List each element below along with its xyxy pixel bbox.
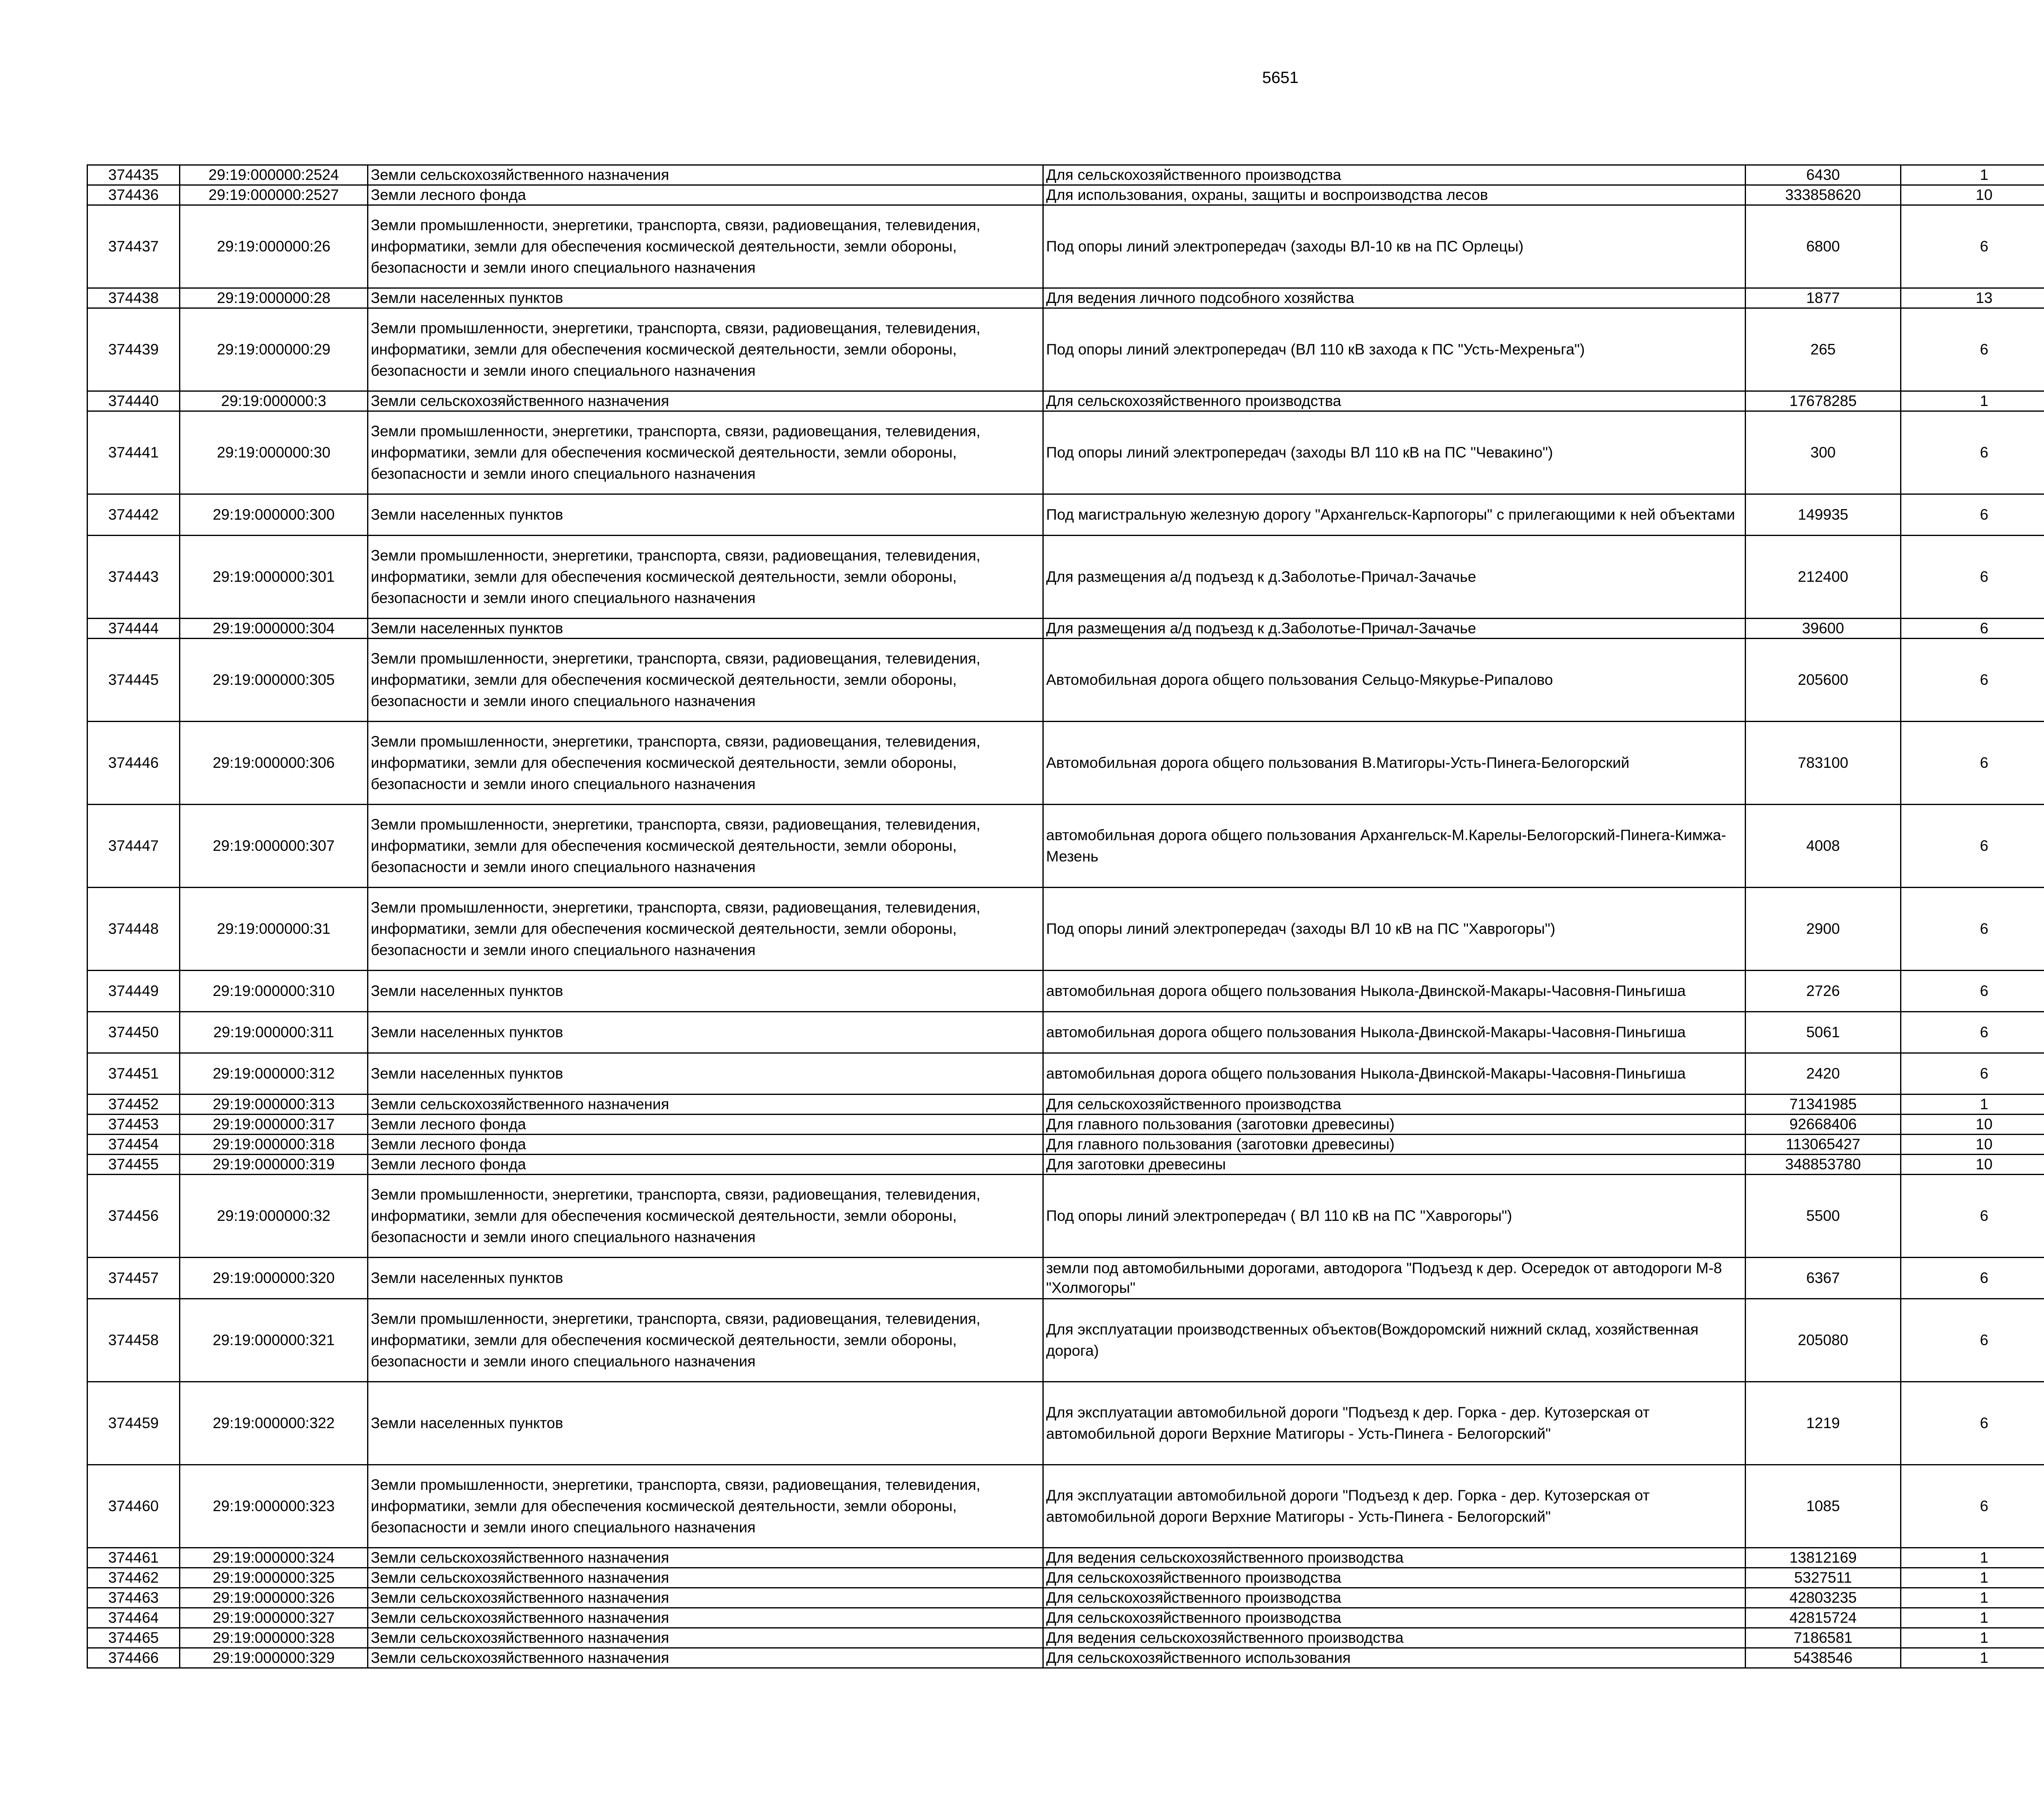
table-row [87, 1568, 2044, 1588]
cell-area: 205080 [1746, 1299, 1901, 1382]
table-row [87, 1548, 2044, 1568]
cell-code: 6 [1901, 888, 2044, 971]
cell-code: 10 [1901, 1115, 2044, 1135]
cell-area: 6367 [1746, 1258, 1901, 1299]
cell-code: 6 [1901, 805, 2044, 888]
cell-land-category: Земли лесного фонда [368, 1155, 1043, 1175]
cell-cadastral-number: 29:19:000000:311 [180, 1012, 368, 1053]
cell-land-category: Земли промышленности, энергетики, транспорта, связи, радиовещания, телевидения, информатики, земли для обеспечения космической деятельности, земли обороны, безопасности и земли иного специального назначения [368, 1175, 1043, 1258]
cell-permitted-use: Для сельскохозяйственного использования [1043, 1648, 1746, 1668]
table-row [87, 971, 2044, 1012]
cell-cadastral-number: 29:19:000000:320 [180, 1258, 368, 1299]
cell-code: 6 [1901, 1258, 2044, 1299]
cell-land-category: Земли промышленности, энергетики, транспорта, связи, радиовещания, телевидения, информатики, земли для обеспечения космической деятельности, земли обороны, безопасности и земли иного специального назначения [368, 1465, 1043, 1548]
cell-area: 333858620 [1746, 185, 1901, 205]
cell-code: 6 [1901, 971, 2044, 1012]
cell-record-number: 374465 [87, 1628, 180, 1648]
cell-cadastral-number: 29:19:000000:31 [180, 888, 368, 971]
cell-cadastral-number: 29:19:000000:310 [180, 971, 368, 1012]
cell-area: 71341985 [1746, 1095, 1901, 1115]
cell-record-number: 374460 [87, 1465, 180, 1548]
cell-permitted-use: Под опоры линий электропередач (ВЛ 110 кВ захода к ПС "Усть-Мехреньга") [1043, 308, 1746, 391]
cell-land-category: Земли сельскохозяйственного назначения [368, 1588, 1043, 1608]
cell-record-number: 374443 [87, 536, 180, 619]
cell-code: 1 [1901, 1548, 2044, 1568]
cell-area: 42815724 [1746, 1608, 1901, 1628]
cell-permitted-use: Для использования, охраны, защиты и воспроизводства лесов [1043, 185, 1746, 205]
cell-record-number: 374452 [87, 1095, 180, 1115]
table-row [87, 1095, 2044, 1115]
cell-record-number: 374439 [87, 308, 180, 391]
cell-area: 5500 [1746, 1175, 1901, 1258]
cell-land-category: Земли промышленности, энергетики, транспорта, связи, радиовещания, телевидения, информатики, земли для обеспечения космической деятельности, земли обороны, безопасности и земли иного специального назначения [368, 205, 1043, 288]
cell-cadastral-number: 29:19:000000:2527 [180, 185, 368, 205]
cell-cadastral-number: 29:19:000000:326 [180, 1588, 368, 1608]
cell-permitted-use: Автомобильная дорога общего пользования Сельцо-Мякурье-Рипалово [1043, 639, 1746, 722]
cell-cadastral-number: 29:19:000000:319 [180, 1155, 368, 1175]
cell-permitted-use: Под опоры линий электропередач ( ВЛ 110 кВ на ПС "Хаврогоры") [1043, 1175, 1746, 1258]
cell-cadastral-number: 29:19:000000:325 [180, 1568, 368, 1588]
cell-land-category: Земли сельскохозяйственного назначения [368, 391, 1043, 411]
cell-code: 6 [1901, 1465, 2044, 1548]
cell-code: 6 [1901, 536, 2044, 619]
cell-cadastral-number: 29:19:000000:317 [180, 1115, 368, 1135]
cell-record-number: 374463 [87, 1588, 180, 1608]
cell-cadastral-number: 29:19:000000:26 [180, 205, 368, 288]
cell-land-category: Земли сельскохозяйственного назначения [368, 1568, 1043, 1588]
cell-code: 6 [1901, 1053, 2044, 1095]
cell-area: 6430 [1746, 165, 1901, 185]
cell-record-number: 374455 [87, 1155, 180, 1175]
cell-code: 1 [1901, 1568, 2044, 1588]
cell-cadastral-number: 29:19:000000:3 [180, 391, 368, 411]
cell-record-number: 374458 [87, 1299, 180, 1382]
cell-code: 6 [1901, 308, 2044, 391]
cell-record-number: 374456 [87, 1175, 180, 1258]
table-row [87, 1155, 2044, 1175]
cell-land-category: Земли промышленности, энергетики, транспорта, связи, радиовещания, телевидения, информатики, земли для обеспечения космической деятельности, земли обороны, безопасности и земли иного специального назначения [368, 639, 1043, 722]
cell-code: 10 [1901, 1155, 2044, 1175]
table-row [87, 1382, 2044, 1465]
cell-land-category: Земли промышленности, энергетики, транспорта, связи, радиовещания, телевидения, информатики, земли для обеспечения космической деятельности, земли обороны, безопасности и земли иного специального назначения [368, 411, 1043, 494]
cell-code: 6 [1901, 639, 2044, 722]
cell-code: 6 [1901, 205, 2044, 288]
table-row [87, 1608, 2044, 1628]
cell-record-number: 374438 [87, 288, 180, 308]
table-row [87, 185, 2044, 205]
table-row [87, 888, 2044, 971]
cell-permitted-use: Для эксплуатации производственных объектов(Вождоромский нижний склад, хозяйственная дорога) [1043, 1299, 1746, 1382]
cell-land-category: Земли населенных пунктов [368, 971, 1043, 1012]
cell-land-category: Земли сельскохозяйственного назначения [368, 1648, 1043, 1668]
cell-permitted-use: Для сельскохозяйственного производства [1043, 165, 1746, 185]
cell-area: 113065427 [1746, 1135, 1901, 1155]
cell-code: 1 [1901, 1648, 2044, 1668]
cell-land-category: Земли сельскохозяйственного назначения [368, 1548, 1043, 1568]
cell-land-category: Земли промышленности, энергетики, транспорта, связи, радиовещания, телевидения, информатики, земли для обеспечения космической деятельности, земли обороны, безопасности и земли иного специального назначения [368, 805, 1043, 888]
cell-record-number: 374454 [87, 1135, 180, 1155]
cell-permitted-use: автомобильная дорога общего пользования Ныкола-Двинской-Макары-Часовня-Пиньгиша [1043, 1053, 1746, 1095]
cell-area: 265 [1746, 308, 1901, 391]
cell-cadastral-number: 29:19:000000:322 [180, 1382, 368, 1465]
cell-permitted-use: Для главного пользования (заготовки древесины) [1043, 1115, 1746, 1135]
table-row [87, 536, 2044, 619]
cell-record-number: 374461 [87, 1548, 180, 1568]
cell-permitted-use: Под опоры линий электропередач (заходы ВЛ 10 кВ на ПС "Хаврогоры") [1043, 888, 1746, 971]
cell-area: 7186581 [1746, 1628, 1901, 1648]
table-row [87, 805, 2044, 888]
cell-area: 1877 [1746, 288, 1901, 308]
cell-permitted-use: Для сельскохозяйственного производства [1043, 1095, 1746, 1115]
cell-cadastral-number: 29:19:000000:2524 [180, 165, 368, 185]
cell-record-number: 374448 [87, 888, 180, 971]
cell-land-category: Земли лесного фонда [368, 185, 1043, 205]
cell-land-category: Земли сельскохозяйственного назначения [368, 1628, 1043, 1648]
cell-area: 1219 [1746, 1382, 1901, 1465]
cell-land-category: Земли промышленности, энергетики, транспорта, связи, радиовещания, телевидения, информатики, земли для обеспечения космической деятельности, земли обороны, безопасности и земли иного специального назначения [368, 888, 1043, 971]
cell-permitted-use: земли под автомобильными дорогами, автодорога "Подъезд к дер. Осередок от автодороги М-8 "Холмогоры" [1043, 1258, 1746, 1299]
cell-code: 1 [1901, 1588, 2044, 1608]
cell-record-number: 374436 [87, 185, 180, 205]
table-row [87, 288, 2044, 308]
table-body [87, 165, 2044, 1668]
table-row [87, 1465, 2044, 1548]
table-row [87, 1258, 2044, 1299]
cell-land-category: Земли лесного фонда [368, 1115, 1043, 1135]
cell-cadastral-number: 29:19:000000:30 [180, 411, 368, 494]
cell-code: 6 [1901, 411, 2044, 494]
cell-record-number: 374464 [87, 1608, 180, 1628]
cell-land-category: Земли населенных пунктов [368, 1012, 1043, 1053]
cell-land-category: Земли населенных пунктов [368, 1053, 1043, 1095]
cell-cadastral-number: 29:19:000000:313 [180, 1095, 368, 1115]
cell-cadastral-number: 29:19:000000:304 [180, 619, 368, 639]
cell-code: 6 [1901, 1012, 2044, 1053]
cell-code: 6 [1901, 619, 2044, 639]
cell-area: 13812169 [1746, 1548, 1901, 1568]
cell-area: 92668406 [1746, 1115, 1901, 1135]
table-row [87, 411, 2044, 494]
cell-permitted-use: автомобильная дорога общего пользования Ныкола-Двинской-Макары-Часовня-Пиньгиша [1043, 971, 1746, 1012]
cell-area: 17678285 [1746, 391, 1901, 411]
cell-code: 1 [1901, 1095, 2044, 1115]
cell-area: 2726 [1746, 971, 1901, 1012]
cell-record-number: 374450 [87, 1012, 180, 1053]
table-row [87, 494, 2044, 536]
table-row [87, 308, 2044, 391]
cell-area: 5327511 [1746, 1568, 1901, 1588]
cell-permitted-use: Для эксплуатации автомобильной дороги "Подъезд к дер. Горка - дер. Кутозерская от автомобильной дороги Верхние Матигоры - Усть-Пинега - Белогорский" [1043, 1465, 1746, 1548]
cell-code: 6 [1901, 1175, 2044, 1258]
cell-record-number: 374435 [87, 165, 180, 185]
cell-code: 13 [1901, 288, 2044, 308]
cell-record-number: 374457 [87, 1258, 180, 1299]
table-row [87, 391, 2044, 411]
cell-permitted-use: Для сельскохозяйственного производства [1043, 1608, 1746, 1628]
table-row [87, 619, 2044, 639]
cell-area: 1085 [1746, 1465, 1901, 1548]
cell-area: 2420 [1746, 1053, 1901, 1095]
cell-cadastral-number: 29:19:000000:307 [180, 805, 368, 888]
table-row [87, 1299, 2044, 1382]
cell-permitted-use: Для сельскохозяйственного производства [1043, 391, 1746, 411]
table-row [87, 1648, 2044, 1668]
table-row [87, 1175, 2044, 1258]
cell-code: 1 [1901, 391, 2044, 411]
cell-code: 1 [1901, 1628, 2044, 1648]
table-row [87, 639, 2044, 722]
cell-cadastral-number: 29:19:000000:329 [180, 1648, 368, 1668]
cell-area: 39600 [1746, 619, 1901, 639]
cell-land-category: Земли лесного фонда [368, 1135, 1043, 1155]
page-number: 5651 [1262, 69, 1299, 87]
table-row [87, 722, 2044, 805]
cell-area: 5438546 [1746, 1648, 1901, 1668]
cell-cadastral-number: 29:19:000000:318 [180, 1135, 368, 1155]
cell-cadastral-number: 29:19:000000:323 [180, 1465, 368, 1548]
cell-record-number: 374444 [87, 619, 180, 639]
table-row [87, 1115, 2044, 1135]
cell-land-category: Земли населенных пунктов [368, 288, 1043, 308]
cell-area: 300 [1746, 411, 1901, 494]
cell-land-category: Земли сельскохозяйственного назначения [368, 1095, 1043, 1115]
cell-land-category: Земли промышленности, энергетики, транспорта, связи, радиовещания, телевидения, информатики, земли для обеспечения космической деятельности, земли обороны, безопасности и земли иного специального назначения [368, 308, 1043, 391]
cell-code: 6 [1901, 722, 2044, 805]
cell-permitted-use: Для главного пользования (заготовки древесины) [1043, 1135, 1746, 1155]
cell-permitted-use: Для ведения личного подсобного хозяйства [1043, 288, 1746, 308]
cell-record-number: 374442 [87, 494, 180, 536]
cell-area: 4008 [1746, 805, 1901, 888]
cell-land-category: Земли населенных пунктов [368, 1258, 1043, 1299]
land-registry-table [87, 164, 2044, 1669]
cell-area: 783100 [1746, 722, 1901, 805]
cell-land-category: Земли промышленности, энергетики, транспорта, связи, радиовещания, телевидения, информатики, земли для обеспечения космической деятельности, земли обороны, безопасности и земли иного специального назначения [368, 722, 1043, 805]
table-row [87, 1012, 2044, 1053]
cell-record-number: 374449 [87, 971, 180, 1012]
cell-permitted-use: Для размещения а/д подъезд к д.Заболотье-Причал-Зачачье [1043, 619, 1746, 639]
cell-record-number: 374459 [87, 1382, 180, 1465]
cell-permitted-use: автомобильная дорога общего пользования Архангельск-М.Карелы-Белогорский-Пинега-Кимжа-Мезень [1043, 805, 1746, 888]
cell-land-category: Земли сельскохозяйственного назначения [368, 165, 1043, 185]
cell-record-number: 374441 [87, 411, 180, 494]
cell-area: 42803235 [1746, 1588, 1901, 1608]
cell-cadastral-number: 29:19:000000:312 [180, 1053, 368, 1095]
cell-land-category: Земли населенных пунктов [368, 1382, 1043, 1465]
cell-land-category: Земли сельскохозяйственного назначения [368, 1608, 1043, 1628]
cell-area: 6800 [1746, 205, 1901, 288]
cell-permitted-use: Для ведения сельскохозяйственного производства [1043, 1628, 1746, 1648]
cell-land-category: Земли промышленности, энергетики, транспорта, связи, радиовещания, телевидения, информатики, земли для обеспечения космической деятельности, земли обороны, безопасности и земли иного специального назначения [368, 536, 1043, 619]
cell-code: 10 [1901, 185, 2044, 205]
cell-permitted-use: Под опоры линий электропередач (заходы ВЛ 110 кВ на ПС "Чевакино") [1043, 411, 1746, 494]
cell-area: 2900 [1746, 888, 1901, 971]
cell-cadastral-number: 29:19:000000:306 [180, 722, 368, 805]
cell-area: 348853780 [1746, 1155, 1901, 1175]
cell-code: 6 [1901, 1299, 2044, 1382]
cell-record-number: 374445 [87, 639, 180, 722]
cell-permitted-use: Для заготовки древесины [1043, 1155, 1746, 1175]
table-row [87, 1053, 2044, 1095]
cell-code: 6 [1901, 494, 2044, 536]
table-row [87, 165, 2044, 185]
cell-cadastral-number: 29:19:000000:300 [180, 494, 368, 536]
cell-permitted-use: Для сельскохозяйственного производства [1043, 1568, 1746, 1588]
cell-area: 212400 [1746, 536, 1901, 619]
cell-permitted-use: Для ведения сельскохозяйственного производства [1043, 1548, 1746, 1568]
cell-code: 10 [1901, 1135, 2044, 1155]
cell-area: 5061 [1746, 1012, 1901, 1053]
cell-record-number: 374440 [87, 391, 180, 411]
cell-land-category: Земли населенных пунктов [368, 619, 1043, 639]
cell-code: 6 [1901, 1382, 2044, 1465]
cell-code: 1 [1901, 165, 2044, 185]
cell-cadastral-number: 29:19:000000:305 [180, 639, 368, 722]
cell-record-number: 374437 [87, 205, 180, 288]
cell-cadastral-number: 29:19:000000:301 [180, 536, 368, 619]
cell-permitted-use: Для сельскохозяйственного производства [1043, 1588, 1746, 1608]
cell-code: 1 [1901, 1608, 2044, 1628]
cell-cadastral-number: 29:19:000000:29 [180, 308, 368, 391]
cell-area: 205600 [1746, 639, 1901, 722]
table-row [87, 1135, 2044, 1155]
cell-record-number: 374462 [87, 1568, 180, 1588]
cell-cadastral-number: 29:19:000000:328 [180, 1628, 368, 1648]
cell-cadastral-number: 29:19:000000:321 [180, 1299, 368, 1382]
cell-land-category: Земли населенных пунктов [368, 494, 1043, 536]
cell-permitted-use: Автомобильная дорога общего пользования В.Матигоры-Усть-Пинега-Белогорский [1043, 722, 1746, 805]
table-row [87, 205, 2044, 288]
cell-permitted-use: Под опоры линий электропередач (заходы ВЛ-10 кв на ПС Орлецы) [1043, 205, 1746, 288]
cell-permitted-use: автомобильная дорога общего пользования Ныкола-Двинской-Макары-Часовня-Пиньгиша [1043, 1012, 1746, 1053]
cell-cadastral-number: 29:19:000000:327 [180, 1608, 368, 1628]
cell-permitted-use: Для размещения а/д подъезд к д.Заболотье-Причал-Зачачье [1043, 536, 1746, 619]
cell-cadastral-number: 29:19:000000:28 [180, 288, 368, 308]
cell-record-number: 374447 [87, 805, 180, 888]
cell-record-number: 374453 [87, 1115, 180, 1135]
cell-cadastral-number: 29:19:000000:32 [180, 1175, 368, 1258]
cell-record-number: 374446 [87, 722, 180, 805]
cell-record-number: 374451 [87, 1053, 180, 1095]
cell-land-category: Земли промышленности, энергетики, транспорта, связи, радиовещания, телевидения, информатики, земли для обеспечения космической деятельности, земли обороны, безопасности и земли иного специального назначения [368, 1299, 1043, 1382]
cell-cadastral-number: 29:19:000000:324 [180, 1548, 368, 1568]
cell-permitted-use: Для эксплуатации автомобильной дороги "Подъезд к дер. Горка - дер. Кутозерская от автомобильной дороги Верхние Матигоры - Усть-Пинега - Белогорский" [1043, 1382, 1746, 1465]
cell-permitted-use: Под магистральную железную дорогу "Архангельск-Карпогоры" с прилегающими к ней объектами [1043, 494, 1746, 536]
cell-record-number: 374466 [87, 1648, 180, 1668]
cell-area: 149935 [1746, 494, 1901, 536]
table-row [87, 1628, 2044, 1648]
table-row [87, 1588, 2044, 1608]
